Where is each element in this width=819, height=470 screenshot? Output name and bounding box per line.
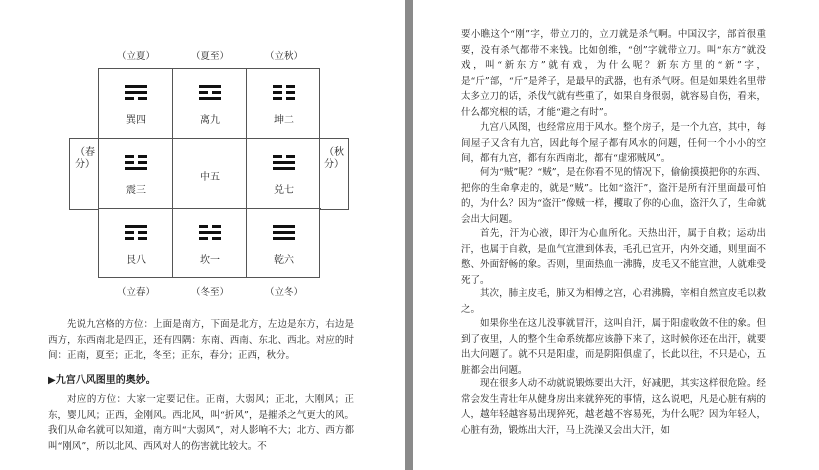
palace-cell: [247, 209, 321, 279]
palace-label: 艮八: [126, 255, 146, 266]
page-divider: [405, 0, 413, 470]
spring-equinox-label: （春分）: [75, 147, 95, 170]
nine-palace-grid: [98, 68, 320, 278]
palace-label: 坤二: [274, 115, 294, 126]
palace-label: 乾六: [274, 255, 294, 266]
palace-cell: [99, 209, 173, 279]
trigram-icon: [125, 85, 147, 103]
paragraph-4: 首先，汗为心液，即汗为心血所化。天热出汗，属于自救；运动出汗，也属于自救，是血气宣泄到体表，毛孔已宣开，内外交通，则里面不憋、外面舒畅的象。否则，里面热血一沸腾，皮毛又不能宣泄，人就难受死了。: [461, 228, 766, 286]
spring-equinox-box: [69, 138, 99, 210]
palace-cell: [247, 139, 321, 209]
palace-label: 震三: [126, 185, 146, 196]
palace-label: 坎一: [200, 255, 220, 266]
trigram-icon: [125, 155, 147, 173]
palace-label: 巽四: [126, 115, 146, 126]
solar-term-label: （冬至）: [190, 287, 229, 298]
trigram-icon: [273, 155, 295, 173]
paragraph-3: 何为“贼”呢？“贼”，是在你看不见的情况下，偷偷摸摸把你的东西、把你的生命拿走的，就是“贼”。比如“盗汗”，盗汗是所有汗里面最可怕的，为什么？因为“盗汗”像贼一样，攫取了你的心血，盗汗久了，生命就会出大问题。: [461, 167, 766, 225]
palace-label: 离九: [200, 115, 220, 126]
trigram-icon: [273, 85, 295, 103]
solar-term-label: （立秋）: [264, 51, 303, 62]
right-page: [413, 0, 819, 470]
palace-cell: [173, 209, 247, 279]
autumn-equinox-label: （秋分）: [324, 147, 344, 170]
palace-label: 兑七: [274, 185, 294, 196]
paragraph-6: 如果你坐在这儿没事就冒汗，这叫自汗，属于阳虚收敛不住的象。但到了夜里，人的整个生命系统都应该静下来了，这时候你还在出汗，就要出大问题了。就不只是阳虚，而是阴阳俱虚了，长此以往，不只是心，五脏都会出问题。: [461, 318, 766, 376]
paragraph-directions: 先说九宫格的方位：上面是南方，下面是北方，左边是东方，右边是西方，东西南北是四正，还有四隅：东南、西南、东北、西北。对应的时间：正南，夏至；正北，冬至；正东，春分；正西，秋分。: [48, 319, 354, 362]
paragraph-2: 九宫八风图，也经常应用于风水。整个房子，是一个九宫，其中，每间屋子又含有九宫，因此每个屋子都有风水的问题，任何一个小小的空间，都有九宫，都有东西南北，都有“虚邪贼风”。: [461, 122, 766, 165]
palace-cell: [99, 139, 173, 209]
paragraph-7: 现在很多人动不动就说锻炼要出大汗，好减肥，其实这样很危险。经常会发生青壮年从健身房出来就猝死的事情，这么说吧，凡是心脏有病的人，越年轻越容易出现猝死，越老越不容易死，为什么呢？因为年轻人，心脏有劲，锻炼出大汗，马上洗澡又会出大汗，如: [461, 378, 766, 436]
trigram-icon: [125, 225, 147, 243]
autumn-equinox-box: [319, 138, 349, 210]
palace-cell: [173, 139, 247, 209]
solar-term-label: （立春）: [116, 287, 155, 298]
paragraph-1: 要小瞧这个“刚”字，带立刀的，立刀就是杀气啊。中国汉字，部首很重要，没有杀气都带不来钱。比如创维，“创”字就带立刀。叫“东方”就没戏，叫“新东方”就有戏，为什么呢？新东方里的“新”字，是“斤”部，“斤”是斧子，是最早的武器，也有杀气呀。但是如果姓名里带太多立刀的话，杀伐气就有些重了，如果自身很弱，就容易自伤，看来，什么都究根的话，才能“避之有时”。: [461, 29, 766, 118]
trigram-icon: [199, 225, 221, 243]
section-heading: ▶九宫八风图里的奥妙。: [48, 375, 156, 386]
palace-cell: [173, 69, 247, 139]
paragraph-5: 其次，肺主皮毛，肺又为相傅之宫，心君沸腾，宰相自然宣皮毛以救之。: [461, 288, 766, 315]
solar-term-label: （立冬）: [264, 287, 303, 298]
paragraph-winds: 对应的方位：大家一定要记住。正南，大弱风；正北，大刚风；正东，婴儿风；正西，金刚风。西北风，叫“折风”，是摧杀之气更大的风。我们从命名就可以知道，南方叫“大弱风”，对人影响不大；北方、西方都叫“刚风”，所以北风、西风对人的伤害就比较大。不: [48, 394, 354, 452]
solar-term-label: （夏至）: [190, 51, 229, 62]
trigram-icon: [199, 85, 221, 103]
palace-cell: [99, 69, 173, 139]
trigram-icon: [273, 225, 295, 243]
palace-cell: [247, 69, 321, 139]
solar-term-label: （立夏）: [116, 51, 155, 62]
center-palace-label: 中五: [200, 172, 220, 183]
left-page: [0, 0, 405, 470]
